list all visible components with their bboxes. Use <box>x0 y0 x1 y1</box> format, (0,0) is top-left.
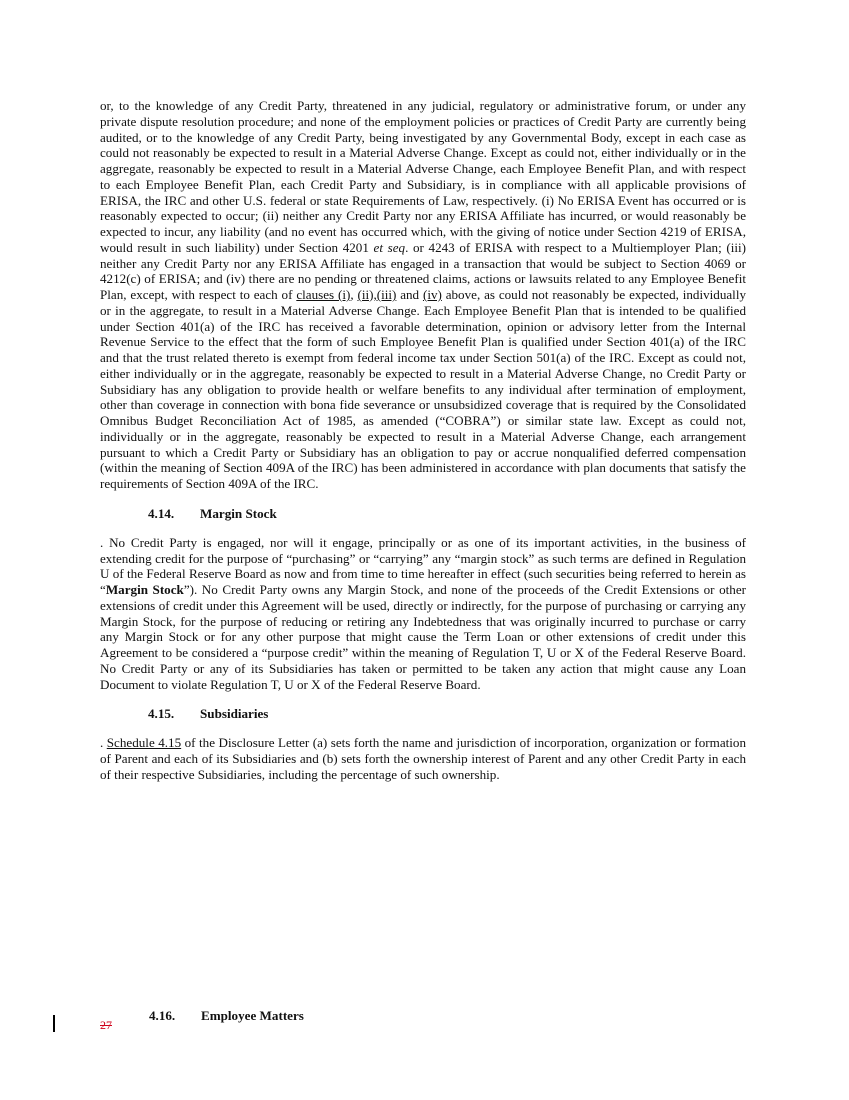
section-number: 4.15. <box>148 706 175 722</box>
clauses-i-ref: clauses (i) <box>296 287 351 302</box>
section-heading-4-14 <box>100 506 746 522</box>
margin-stock-paragraph <box>100 535 746 693</box>
margin-stock-text-part-2: ”). No Credit Party owns any Margin Stock, and none of the proceeds of the Credit Extensions or other extensions of credit under this Agreement will be used, directly or indirectly, for the purpose of purchasing or carrying any Margin Stock, for the purpose of reducing or retiring any Indebtedness that was originally incurred to purchase or carry any Margin Stock or for any other purpose that might cause the Term Loan or other extensions of credit under this Agreement to be considered a “purpose credit” within the meaning of Regulation T, U or X of the Federal Reserve Board. No Credit Party or any of its Subsidiaries has taken or permitted to be taken any action that might cause any Loan Document to violate Regulation T, U or X of the Federal Reserve Board. <box>100 582 746 692</box>
erisa-text-part-3: above, as could not reasonably be expected, individually or in the aggregate, to result in a Material Adverse Change. Each Employee Benefit Plan that is intended to be qualified under Section 401(a) of the IRC has received a favorable determination, opinion or advisory letter from the Internal Revenue Service to the effect that the form of such Employee Benefit Plan is qualified under Section 401(a) of the IRC and that the trust related thereto is exempt from federal income tax under Section 501(a) of the IRC. Except as could not, either individually or in the aggregate, reasonably be expected to result in a Material Adverse Change, no Credit Party or Subsidiary has any obligation to provide health or welfare benefits to any individual after termination of employment, other than coverage in connection with bona fide severance or unsubsidized coverage that is required by the Consolidated Omnibus Budget Reconciliation Act of 1985, as amended (“COBRA”) or similar state law. Except as could not, individually or in the aggregate, reasonably be expected to result in a Material Adverse Change, each arrangement pursuant to which a Credit Party or Subsidiary has an obligation to pay or accrue nonqualified deferred compensation (within the meaning of Section 409A of the IRC) has been administered in accordance with plan documents that satisfy the requirements of Section 409A of the IRC. <box>100 287 747 491</box>
section-number: 4.14. <box>148 505 175 521</box>
margin-stock-defined-term: Margin Stock <box>105 582 184 597</box>
clause-and: and <box>396 287 423 302</box>
schedule-reference: Schedule 4.15 <box>106 735 182 751</box>
erisa-text-part-1: or, to the knowledge of any Credit Party, threatened in any judicial, regulatory or administrative forum, or under any private dispute resolution procedure; and none of the employment policies or practices of Credit Party are currently being audited, or to the knowledge of any Credit Party, being investigated by any Governmental Body, except in each case as could not reasonably be expected to result in a Material Adverse Change. Except as could not, either individually or in the aggregate, reasonably be expected to result in a Material Adverse Change, each Employee Benefit Plan, and with respect to each Employee Benefit Plan, each Credit Party and Subsidiary, is in compliance with all applicable provisions of ERISA, the IRC and other U.S. federal or state Requirements of Law, respectively. (i) No ERISA Event has occurred or is reasonably expected to occur; (ii) neither any Credit Party nor any ERISA Affiliate has incurred, or would reasonably be expected to incur, any liability (and no event has occurred which, with the giving of notice under Section 4219 of ERISA, would result in such liability) under Section 4201 <box>100 98 746 255</box>
revision-change-bar <box>53 1015 55 1032</box>
section-title: Subsidiaries <box>200 706 269 722</box>
document-body <box>100 98 746 783</box>
clauses-iv-ref: (iv) <box>422 287 442 302</box>
section-number: 4.16. <box>149 1008 176 1023</box>
clause-separator: , <box>350 287 358 302</box>
subsidiaries-paragraph <box>100 735 746 782</box>
erisa-text-part-2: . or 4243 of ERISA with respect to a Multiemployer Plan; (iii) neither any Credit Party nor any ERISA Affiliate has engaged in a transaction that would be subject to Section 4069 or 4212(c) of ERISA; and (iv) there are no pending or threatened claims, actions or lawsuits related to any Employee Benefit Plan, except, with respect to each of <box>100 239 746 302</box>
clauses-ii-iii-ref: (ii),(iii) <box>357 287 397 302</box>
erisa-paragraph <box>100 98 746 492</box>
page-number: 27 <box>100 1018 112 1032</box>
subsidiaries-text: of the Disclosure Letter (a) sets forth the name and jurisdiction of incorporation, organization or formation of Parent and each of its Subsidiaries and (b) sets forth the ownership interest of Parent and any other Credit Party in each of their respective Subsidiaries, including the percentage of such ownership. <box>100 735 747 782</box>
section-title: Employee Matters <box>201 1008 304 1023</box>
section-heading-4-16 <box>149 1008 304 1024</box>
et-seq-italic: et seq <box>373 239 406 255</box>
section-heading-4-15 <box>100 706 746 722</box>
margin-stock-text-part-1: . No Credit Party is engaged, nor will it engage, principally or as one of its important activities, in the business of extending credit for the purpose of “purchasing” or “carrying” any “margin stock” as such terms are defined in Regulation U of the Federal Reserve Board as now and from time to time hereafter in effect (such securities being referred to herein as “ <box>100 534 746 597</box>
section-title: Margin Stock <box>200 505 277 521</box>
subsidiaries-lead: . <box>100 735 107 751</box>
